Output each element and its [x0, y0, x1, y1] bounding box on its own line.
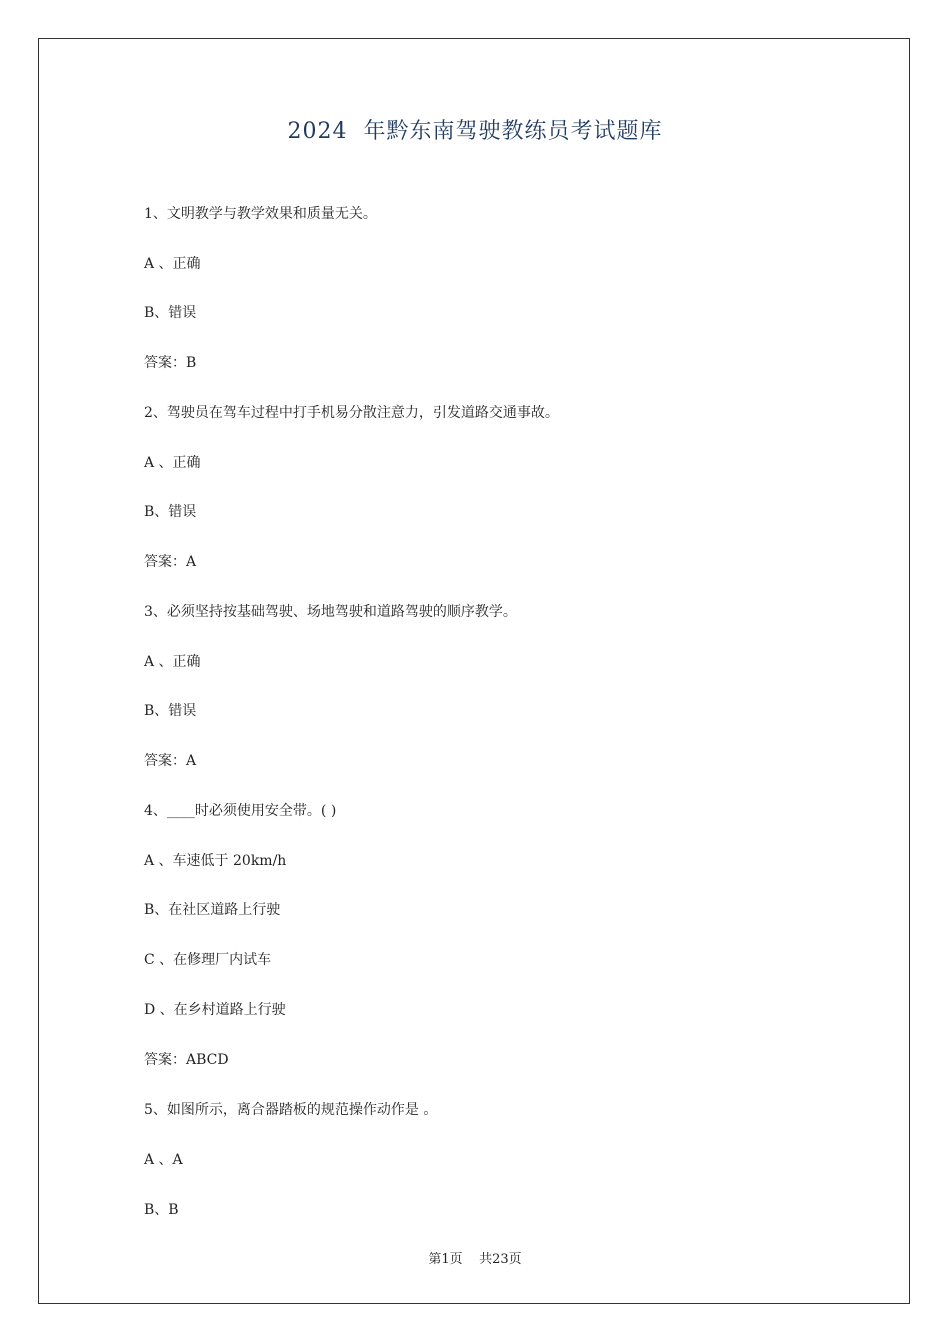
question-4-option-b: B、在社区道路上行驶 — [144, 902, 281, 918]
question-3-option-b: B、错误 — [144, 703, 197, 719]
question-4-answer: 答案：ABCD — [144, 1052, 229, 1068]
question-2-answer: 答案：A — [144, 554, 197, 570]
question-2-option-b: B、错误 — [144, 504, 197, 520]
question-4-option-c: C 、在修理厂内试车 — [144, 952, 272, 968]
question-1-option-a: A 、正确 — [144, 256, 201, 272]
question-5-option-a: A 、A — [144, 1152, 183, 1168]
question-2-option-a: A 、正确 — [144, 455, 201, 471]
question-4-option-a: A 、车速低于 20km/h — [144, 853, 287, 869]
question-3-answer: 答案：A — [144, 753, 197, 769]
page-footer: 第1页 共23页 — [428, 1252, 522, 1267]
question-4-option-d: D 、在乡村道路上行驶 — [144, 1002, 286, 1018]
question-2-text: 2、驾驶员在驾车过程中打手机易分散注意力，引发道路交通事故。 — [144, 405, 559, 421]
question-3-text: 3、必须坚持按基础驾驶、场地驾驶和道路驾驶的顺序教学。 — [144, 604, 517, 620]
question-4-text: 4、____时必须使用安全带。( ) — [144, 803, 337, 819]
question-5-text: 5、如图所示，离合器踏板的规范操作动作是 。 — [144, 1102, 438, 1118]
question-1-text: 1、文明教学与教学效果和质量无关。 — [144, 206, 377, 222]
question-1-option-b: B、错误 — [144, 305, 197, 321]
question-3-option-a: A 、正确 — [144, 654, 201, 670]
question-1-answer: 答案：B — [144, 355, 197, 371]
question-5-option-b: B、B — [144, 1202, 179, 1218]
page-title: 2024 年黔东南驾驶教练员考试题库 — [287, 119, 663, 144]
